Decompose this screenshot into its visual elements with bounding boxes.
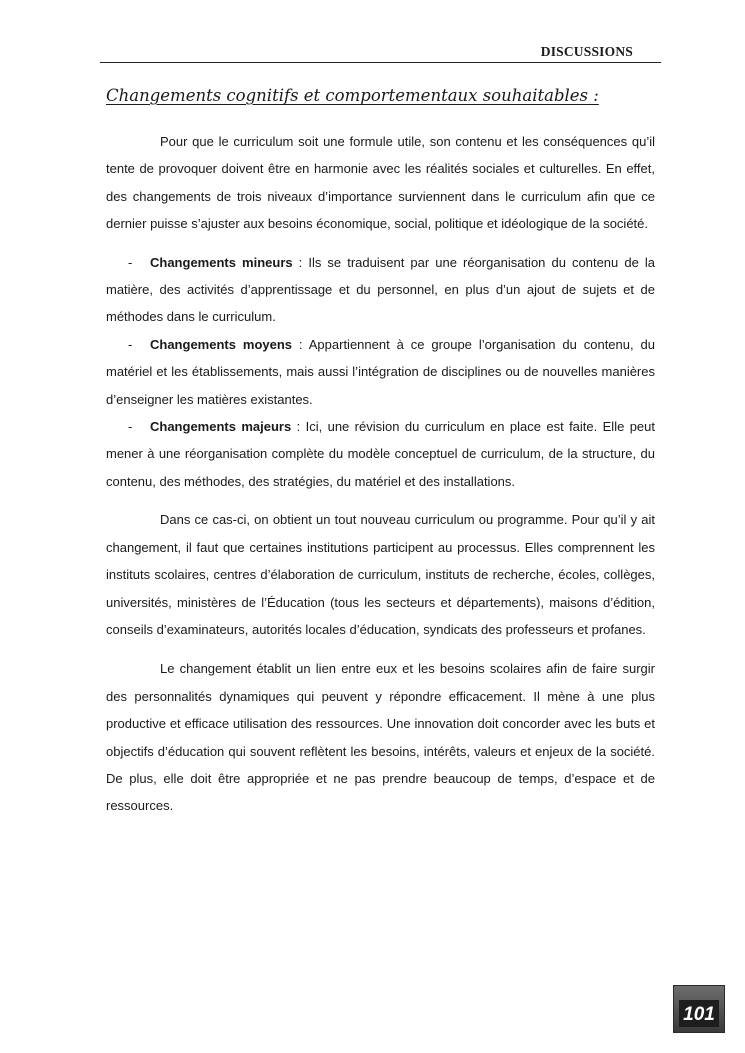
list-item-medium [106,331,655,413]
bullet-text: : Ici, une révision du curriculum en place est faite. Elle peut mener à une réorganisation complète du modèle conceptuel de curriculum, de la structure, du contenu, des méthodes, des stratégies, du matériel et des installations. [106,419,655,489]
bullet-text: : Appartiennent à ce groupe l’organisation du contenu, du matériel et les établissements, mais aussi l’intégration de disciplines ou de nouvelles manières d’enseigner les matières existantes. [106,336,655,407]
list-item-minor [106,249,655,331]
body-text [106,128,655,820]
bullet-term: Changements moyens [150,336,293,352]
header-title: DISCUSSIONS [540,44,633,59]
bullet-term: Changements majeurs [150,419,292,435]
bullet-dash: - [128,254,133,270]
bullet-text: : Ils se traduisent par une réorganisation du contenu de la matière, des activités d’apprentissage et du personnel, en plus d’un ajout de sujets et de méthodes dans le curriculum. [106,254,655,325]
paragraph-change: Le changement établit un lien entre eux et les besoins scolaires afin de faire surgir des personnalités dynamiques qui peuvent y répondre efficacement. Il mène à une plus productive et efficace utilisation des ressources. Une innovation doit concorder avec les buts et objectifs d’éducation qui souvent reflètent les besoins, intérêts, valeurs et enjeux de la société. De plus, elle doit être appropriée et ne pas prendre beaucoup de temps, d’espace et de ressources. [106,661,655,814]
section-heading: Changements cognitifs et comportementaux souhaitables : [106,86,599,105]
page-number-badge [673,985,725,1033]
bullet-dash: - [128,419,133,435]
bullet-term: Changements mineurs [150,254,293,270]
paragraph-intro: Pour que le curriculum soit une formule utile, son contenu et les conséquences qu’il tente de provoquer doivent être en harmonie avec les réalités sociales et culturelles. En effet, des changements de trois niveaux d’importance surviennent dans le curriculum afin que ce dernier puisse s’ajuster aux besoins économique, social, politique et idéologique de la société. [106,134,655,232]
header-rule [100,62,661,63]
list-item-major [106,413,655,495]
change-levels-list [106,249,655,496]
bullet-dash: - [128,336,133,352]
paragraph-institutions: Dans ce cas-ci, on obtient un tout nouveau curriculum ou programme. Pour qu’il y ait changement, il faut que certaines institutions participent au processus. Elles comprennent les instituts scolaires, centres d’élaboration de curriculum, instituts de recherche, écoles, collèges, universités, ministères de l’Éducation (tous les secteurs et départements), maisons d’édition, conseils d’examinateurs, autorités locales d’éducation, syndicats des professeurs et profanes. [106,512,655,637]
page-number: 101 [679,1000,719,1027]
